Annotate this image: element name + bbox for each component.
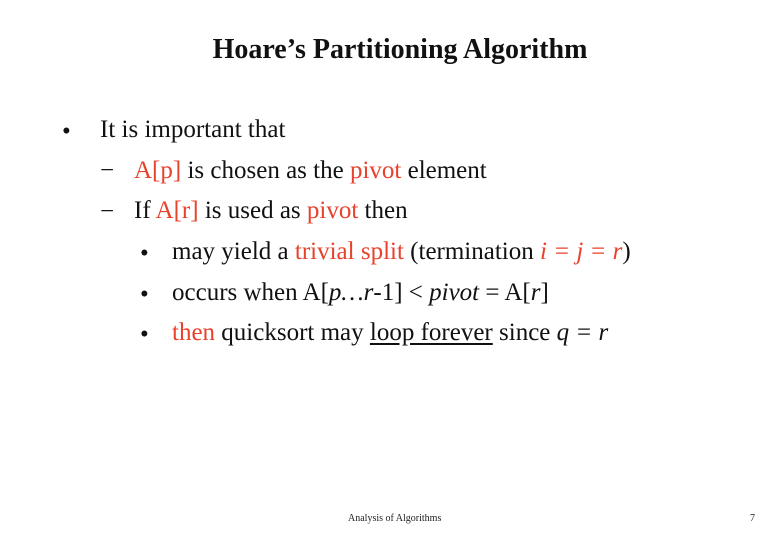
sub1-text-2: element xyxy=(401,157,487,184)
bullet-marker: • xyxy=(62,118,71,145)
subsub0-text-2: (termination xyxy=(403,238,540,265)
then-term: then xyxy=(172,319,216,346)
slide-title: Hoare’s Partitioning Algorithm xyxy=(212,34,588,65)
footer-course-title: Analysis of Algorithms xyxy=(348,513,442,524)
page-number: 7 xyxy=(750,513,755,524)
subsub-bullet-loop-forever xyxy=(172,319,608,347)
subsub2-text-1: quicksort may xyxy=(215,319,370,346)
r-var: r xyxy=(530,279,541,306)
termination-condition: i = j = r xyxy=(540,238,623,265)
subsub0-text-1: may yield a xyxy=(172,238,295,265)
trivial-split-term: trivial split xyxy=(294,238,404,265)
subsub0-text-3: ) xyxy=(622,238,631,265)
pivot-term: pivot xyxy=(306,197,359,224)
bullet-marker: • xyxy=(140,240,149,267)
bullet-marker: • xyxy=(140,281,149,308)
sub-bullet-ar-pivot xyxy=(134,197,408,225)
subsub1-text-1: occurs when A[ xyxy=(172,279,329,306)
bullet-main xyxy=(100,116,285,144)
subsub-bullet-occurs-when xyxy=(172,279,549,307)
bullet-marker: • xyxy=(140,321,149,348)
a-p-term: A[p] xyxy=(134,157,182,184)
subsub-bullet-trivial-split xyxy=(172,238,631,266)
dash-marker: − xyxy=(100,198,115,225)
sub2-text-2: is used as xyxy=(198,197,307,224)
sub-bullet-pivot-choice xyxy=(134,157,487,185)
sub2-text-1: If xyxy=(134,197,156,224)
bullet-main-text: It is important that xyxy=(100,116,286,143)
pivot-term: pivot xyxy=(349,157,402,184)
range-term: p…r xyxy=(328,279,374,306)
dash-marker: − xyxy=(100,157,115,184)
sub2-text-3: then xyxy=(358,197,408,224)
subsub1-text-4: ] xyxy=(540,279,549,306)
subsub1-text-3: = A[ xyxy=(479,279,531,306)
a-r-term: A[r] xyxy=(155,197,199,224)
q-equals-r: q = r xyxy=(556,319,609,346)
loop-forever-term: loop forever xyxy=(369,319,493,346)
sub1-text-1: is chosen as the xyxy=(181,157,350,184)
subsub2-text-2: since xyxy=(492,319,557,346)
subsub1-text-2: -1] < xyxy=(373,279,430,306)
pivot-var: pivot xyxy=(429,279,480,306)
